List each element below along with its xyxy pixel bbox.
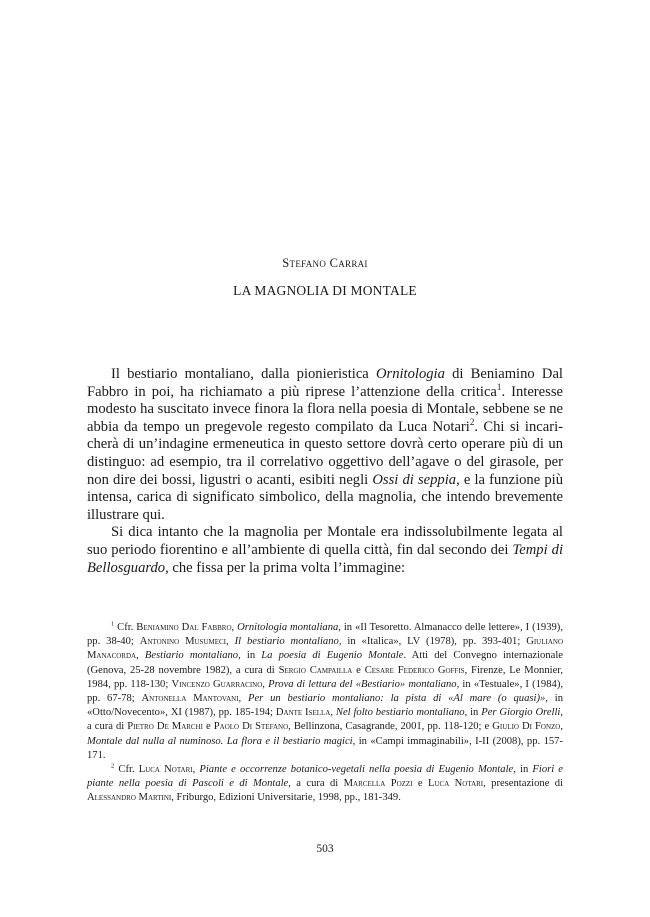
article-author: Stefano Carrai: [282, 256, 368, 270]
text-run: e: [202, 721, 214, 733]
text-run: . Chi si incaricherà di un’indagine ermeneutica in questo settore dovrà certo operare più di un distinguo: ad esempio, tra il correlativo oggettivo dell’agave o del girasole, per non dire dei bossi, ligustri o acanti, esibiti negli: [87, 418, 564, 488]
work-title: Bestiario montaliano: [144, 650, 239, 662]
author-name: Pietro De Marchi: [127, 721, 203, 733]
text-run: ,: [231, 622, 238, 633]
footnote-mark: 1: [111, 620, 115, 628]
work-title: Prova di lettura del «Bestiario» montaliano: [268, 678, 457, 690]
page-number: 503: [316, 843, 334, 855]
author-name: Sergio Campailla: [278, 664, 353, 676]
paragraph-1: [87, 366, 563, 524]
footnote-2: [87, 763, 563, 806]
work-title: Ornitologia montaliana: [237, 622, 339, 633]
text-run: , in: [513, 764, 533, 776]
text-run: , in «Otto/Novecento», XI (1987), pp. 185-194;: [87, 693, 563, 719]
author-name: Giuliano Manacorda: [87, 636, 564, 662]
article-title: LA MAGNOLIA DI MONTALE: [233, 283, 417, 298]
text-run: , che fissa per la prima volta l’immagine:: [165, 559, 406, 576]
text-run: ,: [192, 764, 200, 776]
author-name: Vincenzo Guarracino: [171, 678, 263, 690]
text-run: . Atti del Convegno internazionale (Genova, 25-28 novembre 1982), a cura di: [87, 650, 563, 676]
text-run: ,: [226, 636, 235, 648]
text-run: , in: [464, 707, 482, 719]
text-run: , in «Testuale», I (1984), pp. 67-78;: [87, 678, 563, 705]
text-run: Si dica intanto che la magnolia per Montale era indissolubilmente legata al suo periodo fiorentino e all’ambiente di quella città, fin dal secondo dei: [87, 524, 563, 558]
text-run: Cfr.: [114, 622, 137, 633]
text-run: , a cura di: [87, 707, 564, 733]
author-name: Luca Notari: [138, 764, 193, 776]
paragraph-2: [87, 524, 563, 577]
text-run: ,: [262, 678, 269, 690]
footnote-ref[interactable]: 2: [469, 416, 475, 427]
author-name: Beniamino Dal Fabbro: [136, 622, 232, 633]
work-title: La poesia di Eugenio Montale: [261, 650, 404, 662]
text-run: ,: [238, 693, 248, 705]
author-name: Luca Notari: [428, 778, 484, 790]
work-title: Il bestiario montaliano: [234, 636, 339, 648]
author-name: Antonino Musumeci: [139, 636, 226, 648]
author-name: Alessandro Martini: [87, 792, 172, 804]
author-name: Cesare Federico Goffis: [364, 664, 465, 676]
text-run: , Bellinzona, Casagrande, 2001, pp. 118-120; e: [288, 721, 493, 733]
text-run: , presentazione di: [483, 778, 564, 790]
text-run: , Friburgo, Edizioni Universitarie, 1998, pp., 181-349.: [171, 792, 401, 804]
text-run: , in «Campi immaginabili», I-II (2008), pp. 157-171.: [87, 735, 564, 761]
text-run: di Beniamino Dal Fabbro in poi, ha richiamato a più riprese l’attenzione della critica: [87, 366, 563, 400]
author-name: Dante Isella: [275, 707, 331, 719]
text-run: e: [352, 664, 365, 676]
italic-title: Ossi di seppia: [372, 471, 457, 488]
text-run: ,: [330, 707, 336, 719]
author-name: Marcella Pozzi: [343, 778, 413, 790]
italic-title: Tempi di Bellosguardo: [87, 541, 563, 576]
footnote-mark: 2: [111, 762, 115, 770]
footnotes: [87, 621, 563, 806]
text-run: ,: [136, 650, 145, 662]
work-title: Nel folto bestiario montaliano: [335, 707, 465, 719]
work-title: Per Giorgio Orelli: [481, 707, 561, 719]
text-run: ,: [560, 721, 564, 733]
text-run: , in «Italica», LV (1978), pp. 393-401;: [338, 636, 527, 648]
text-run: Il bestiario montaliano, dalla pionieristica: [111, 366, 376, 382]
author-name: Paolo Di Stefano: [213, 721, 289, 733]
work-title: Montale dal nulla al numinoso. La flora e il bestiario magici: [87, 735, 353, 747]
body-text: [87, 366, 563, 577]
italic-title: Ornitologia: [375, 366, 445, 382]
work-title: Piante e occorrenze botanico-vegetali nella poesia di Eugenio Montale: [199, 764, 514, 776]
text-run: , Firenze, Le Monnier, 1984, pp. 118-130;: [87, 664, 564, 690]
work-title: Per un bestiario montaliano: la pista di «Al mare (o quasi)»: [248, 693, 546, 705]
text-run: , in «Il Tesoretto. Almanacco delle lettere», I (1939), pp. 38-40;: [87, 622, 563, 648]
text-run: Cfr.: [114, 764, 139, 776]
author-name: Giulio Di Fonzo: [492, 721, 561, 733]
text-run: , a cura di: [288, 778, 344, 790]
text-run: e: [412, 778, 429, 790]
footnote-ref[interactable]: 1: [496, 381, 502, 392]
text-run: , e la funzione più intensa, carica di significato simbolico, della magnolia, che intendo brevemente illustrare qui.: [87, 471, 564, 523]
author-name: Antonella Mantovani: [141, 693, 239, 705]
text-run: . Interesse modesto ha suscitato invece finora la flora nella poesia di Montale, sebbene se ne abbia da tempo un pregevole regesto compilato da Luca Notari: [87, 383, 563, 435]
footnote-1: [87, 621, 563, 763]
text-run: , in: [238, 650, 262, 662]
work-title: Fiori e piante nella poesia di Pascoli e di Montale: [87, 764, 564, 790]
